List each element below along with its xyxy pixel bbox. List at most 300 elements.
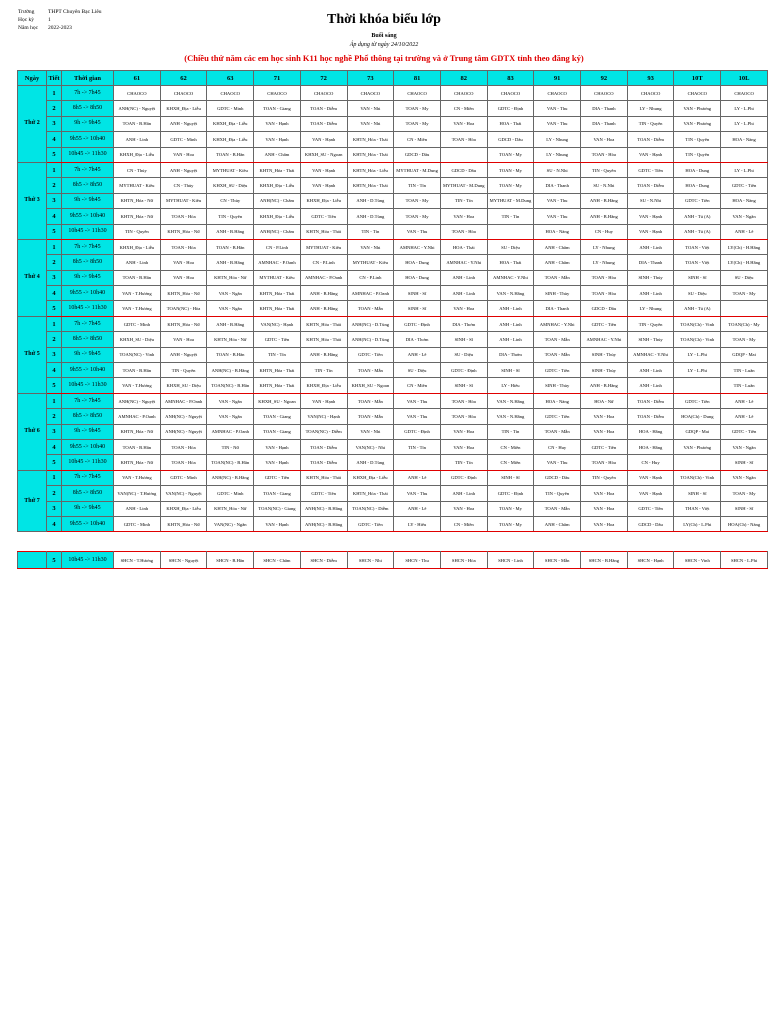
lesson-cell: GDTC - Tiền [721, 178, 768, 193]
lesson-cell: ANH - Lê [721, 409, 768, 424]
lesson-cell: TOAN - Hòa [581, 147, 628, 162]
lesson-cell: MYTHUAT - Kiều [160, 193, 207, 208]
lesson-cell: TOAN(NC) - B.Hân [207, 455, 254, 470]
period-number: 3 [47, 424, 62, 439]
lesson-cell: TOAN - Mẫn [534, 501, 581, 516]
lesson-cell: CN - Miền [487, 455, 534, 470]
lesson-cell: KHTN_Hóa - Thái [254, 162, 301, 177]
period-number: 4 [47, 286, 62, 301]
period-number: 3 [47, 193, 62, 208]
table-row [18, 147, 768, 162]
lesson-cell: TIN - Tín [440, 193, 487, 208]
lesson-cell: GDTC - Tiền [300, 486, 347, 501]
lesson-cell: VAN - N.Hằng [487, 286, 534, 301]
lesson-cell: DIA - Thanh [534, 178, 581, 193]
table-row [18, 470, 768, 485]
lesson-cell: MYTHUAT - Kiều [347, 255, 394, 270]
lesson-cell: TIN - Quyên [160, 363, 207, 378]
lesson-cell: TOAN - Hòa [160, 239, 207, 254]
table-row [18, 424, 768, 439]
lesson-cell: TIN - Tín [487, 209, 534, 224]
lesson-cell: KHTN_Hóa - Thái [254, 301, 301, 316]
lesson-cell: KHTN_Hóa - Thái [347, 147, 394, 162]
table-row [18, 301, 768, 316]
period-time: 9h55 -> 10h40 [62, 516, 114, 531]
lesson-cell: CN - P.Linh [300, 255, 347, 270]
lesson-cell: MYTHUAT - Kiều [254, 270, 301, 285]
column-header: 61 [114, 71, 161, 86]
timetable [17, 70, 768, 532]
lesson-cell: AMNHAC - P.Oanh [114, 409, 161, 424]
lesson-cell: GDCD - Dâu [627, 516, 674, 531]
lesson-cell: AMNHAC - Y.Nhi [394, 239, 441, 254]
lesson-cell: TOAN(NC) - B.Hân [207, 378, 254, 393]
lesson-cell: TOAN - Diễm [300, 455, 347, 470]
homeroom-row [18, 552, 768, 569]
period-time: 9h -> 9h45 [62, 424, 114, 439]
lesson-cell: GDTC - Định [394, 424, 441, 439]
lesson-cell: GDTC - Tiền [254, 470, 301, 485]
lesson-cell: TOAN(NC) - Diễm [347, 501, 394, 516]
lesson-cell: TOAN - Mẫn [534, 332, 581, 347]
lesson-cell: VAN - Nhi [347, 116, 394, 131]
session-label: Buổi sáng [371, 33, 397, 39]
lesson-cell: AMNHAC - P.Oanh [300, 270, 347, 285]
lesson-cell: VAN - Hoa [440, 501, 487, 516]
lesson-cell: GDTC - Minh [114, 316, 161, 331]
lesson-cell: ANH - B.Hằng [207, 224, 254, 239]
lesson-cell: CN - Thủy [160, 178, 207, 193]
lesson-cell: ANH(NC) - Nguyệt [160, 424, 207, 439]
lesson-cell: TOAN - My [394, 209, 441, 224]
period-time: 9h55 -> 10h40 [62, 209, 114, 224]
lesson-cell: TIN - Quyên [674, 132, 721, 147]
lesson-cell: TOAN - My [487, 162, 534, 177]
period-number: 1 [47, 393, 62, 408]
lesson-cell: KHTN_Hóa - Nữ [114, 193, 161, 208]
column-header: 63 [207, 71, 254, 86]
lesson-cell: SHCN - T.Hương [114, 552, 161, 569]
lesson-cell: LY - L.Phi [674, 363, 721, 378]
lesson-cell: GDTC - Tiền [254, 332, 301, 347]
lesson-cell: SINH - Thủy [627, 270, 674, 285]
column-header: 92 [581, 71, 628, 86]
lesson-cell: DIA - Thanh [534, 301, 581, 316]
table-row [18, 255, 768, 270]
lesson-cell: TOAN - Hòa [440, 132, 487, 147]
period-time: 7h -> 7h45 [62, 393, 114, 408]
lesson-cell: MYTHUAT - Kiều [207, 162, 254, 177]
lesson-cell: KHXH_Địa - Liễu [347, 470, 394, 485]
lesson-cell: ANH - Linh [627, 239, 674, 254]
lesson-cell: VAN - Ngân [207, 286, 254, 301]
table-row [18, 455, 768, 470]
lesson-cell: ANH(NC) - D.Tùng [347, 316, 394, 331]
lesson-cell: VAN(NC) - Nguyệt [160, 486, 207, 501]
lesson-cell: SHCN - Vinh [674, 552, 721, 569]
lesson-cell: VAN - Hoa [160, 147, 207, 162]
lesson-cell: TIN - Luân [721, 378, 768, 393]
column-header: 82 [440, 71, 487, 86]
lesson-cell: ANH - B.Hằng [300, 286, 347, 301]
table-row [18, 239, 768, 254]
lesson-cell: TIN - Tín [487, 424, 534, 439]
lesson-cell: KHXH_Địa - Liễu [160, 101, 207, 116]
lesson-cell: ANH - Nguyệt [160, 116, 207, 131]
lesson-cell: TIN - Quyên [207, 209, 254, 224]
period-number: 2 [47, 101, 62, 116]
lesson-cell: TOAN - Hòa [440, 393, 487, 408]
lesson-cell: VAN - Ngân [721, 470, 768, 485]
table-row [18, 132, 768, 147]
lesson-cell: SINH - Sĩ [394, 286, 441, 301]
lesson-cell: LY - L.Phi [721, 162, 768, 177]
lesson-cell: LY - Nhung [627, 101, 674, 116]
lesson-cell: CHAOCO [254, 86, 301, 101]
lesson-cell: GDTC - Định [440, 363, 487, 378]
lesson-cell: CN - P.Linh [347, 270, 394, 285]
lesson-cell: SU - N.Nhi [581, 178, 628, 193]
period-time: 8h5 -> 8h50 [62, 101, 114, 116]
period-time: 7h -> 7h45 [62, 86, 114, 101]
period-time: 8h5 -> 8h50 [62, 409, 114, 424]
lesson-cell: ANH - Lê [721, 393, 768, 408]
lesson-cell: CN - Huy [581, 224, 628, 239]
column-header: 72 [300, 71, 347, 86]
lesson-cell: SINH - Sĩ [721, 501, 768, 516]
lesson-cell: TIN - Quyên [114, 224, 161, 239]
lesson-cell: VAN - Nhi [347, 424, 394, 439]
lesson-cell: ANH - Lê [394, 470, 441, 485]
lesson-cell: ANH - Lê [394, 501, 441, 516]
lesson-cell: KHTN_Hóa - Nữ [160, 286, 207, 301]
lesson-cell: ANH - B.Hằng [300, 347, 347, 362]
lesson-cell: VAN - Hoa [581, 516, 628, 531]
lesson-cell: GDTC - Tiền [347, 516, 394, 531]
lesson-cell: ANH - Châm [534, 239, 581, 254]
period-time: 7h -> 7h45 [62, 239, 114, 254]
lesson-cell: KHXH_Địa - Liễu [207, 132, 254, 147]
lesson-cell: TOAN - Hòa [160, 209, 207, 224]
lesson-cell: TOAN - Mẫn [347, 363, 394, 378]
lesson-cell: CHAOCO [534, 86, 581, 101]
lesson-cell: DIA - Thanh [627, 255, 674, 270]
lesson-cell [674, 455, 721, 470]
lesson-cell: HOA - Năng [534, 393, 581, 408]
lesson-cell: TOAN(NC) - Hòa [160, 301, 207, 316]
period-number: 4 [47, 439, 62, 454]
lesson-cell: TOAN - Diễm [627, 178, 674, 193]
period-time: 8h5 -> 8h50 [62, 332, 114, 347]
period-number: 2 [47, 255, 62, 270]
lesson-cell: KHTN_Hóa - Thái [254, 378, 301, 393]
lesson-cell: KHTN_Hóa - Nữ [207, 270, 254, 285]
table-row [18, 178, 768, 193]
lesson-cell: KHTN_Hóa - Nữ [160, 516, 207, 531]
lesson-cell [721, 301, 768, 316]
lesson-cell: VAN - Hạnh [627, 209, 674, 224]
lesson-cell: SINH - Thủy [534, 286, 581, 301]
lesson-cell: TOAN - Diễm [627, 393, 674, 408]
lesson-cell: MYTHUAT - M.Dung [394, 162, 441, 177]
lesson-cell: ANH(NC) - Châm [254, 193, 301, 208]
lesson-cell: VAN - T.Hương [114, 378, 161, 393]
lesson-cell: VAN - Hạnh [254, 132, 301, 147]
table-row [18, 316, 768, 331]
lesson-cell: TOAN - Mẫn [534, 424, 581, 439]
lesson-cell: ANH(NC) - Nguyệt [114, 101, 161, 116]
lesson-cell: VAN - Thu [534, 193, 581, 208]
lesson-cell: HOA - Năng [721, 193, 768, 208]
table-row [18, 286, 768, 301]
lesson-cell: LY - L.Phi [721, 116, 768, 131]
lesson-cell: TOAN(NC) - Vinh [114, 347, 161, 362]
lesson-cell: TOAN - Giang [254, 486, 301, 501]
lesson-cell: VAN - T.Hương [114, 470, 161, 485]
lesson-cell: TOAN - Giang [254, 409, 301, 424]
lesson-cell: TOAN(Ch) - Vinh [674, 470, 721, 485]
lesson-cell: AMNHAC - Y.Nhi [627, 347, 674, 362]
period-number: 5 [47, 552, 62, 569]
column-header: 10L [721, 71, 768, 86]
day-label: Thứ 6 [18, 393, 47, 470]
lesson-cell: TIN - Quyên [627, 116, 674, 131]
lesson-cell: TIN - Tín [300, 363, 347, 378]
lesson-cell: KHXH_SU - Diệu [114, 332, 161, 347]
lesson-cell: TOAN - Hòa [440, 409, 487, 424]
lesson-cell: ANH - Linh [487, 332, 534, 347]
lesson-cell: LY - Nhung [534, 147, 581, 162]
lesson-cell: LY - Hiếu [394, 516, 441, 531]
lesson-cell: KHTN_Hóa - Thái [254, 286, 301, 301]
lesson-cell: SINH - Sĩ [487, 363, 534, 378]
period-number: 1 [47, 316, 62, 331]
period-number: 3 [47, 116, 62, 131]
period-number: 3 [47, 501, 62, 516]
lesson-cell: CN - Miền [440, 101, 487, 116]
lesson-cell: TOAN - Hòa [581, 286, 628, 301]
lesson-cell: KHXH_Địa - Liễu [300, 378, 347, 393]
period-time: 9h -> 9h45 [62, 116, 114, 131]
lesson-cell: HOA - Dung [394, 255, 441, 270]
lesson-cell: VAN - Hạnh [254, 116, 301, 131]
lesson-cell: VAN - Thu [394, 486, 441, 501]
day-label: Thứ 2 [18, 86, 47, 163]
lesson-cell: ANH - Linh [627, 378, 674, 393]
lesson-cell: TIN - Tín [254, 347, 301, 362]
lesson-cell: ANH - B.Hằng [207, 255, 254, 270]
lesson-cell: VAN - Ngân [207, 393, 254, 408]
period-time: 7h -> 7h45 [62, 162, 114, 177]
lesson-cell: TOAN - Diễm [300, 101, 347, 116]
lesson-cell: KHTN_Hóa - Nữ [207, 332, 254, 347]
lesson-cell: VAN - Hạnh [254, 439, 301, 454]
lesson-cell: VAN(NC) - Hạnh [300, 409, 347, 424]
period-number: 5 [47, 378, 62, 393]
lesson-cell: ANH - Linh [114, 255, 161, 270]
lesson-cell: ANH - Linh [627, 286, 674, 301]
lesson-cell: VAN - Hạnh [627, 147, 674, 162]
lesson-cell: SHCN - B.Hân [207, 552, 254, 569]
lesson-cell: ANH - Tú (A) [674, 301, 721, 316]
lesson-cell: KHXH_Địa - Liễu [160, 501, 207, 516]
lesson-cell: TOAN - My [487, 516, 534, 531]
lesson-cell: VAN - Hoa [581, 501, 628, 516]
lesson-cell: HOA - Năng [721, 132, 768, 147]
table-row [18, 516, 768, 531]
lesson-cell: KHTN_Hóa - Nữ [114, 424, 161, 439]
page-title: Thời khóa biểu lớp [327, 12, 441, 27]
period-time: 9h -> 9h45 [62, 501, 114, 516]
lesson-cell: CHAOCO [581, 86, 628, 101]
lesson-cell: VAN - Hạnh [627, 486, 674, 501]
lesson-cell: ANH - Tú (A) [674, 224, 721, 239]
homeroom-table [17, 551, 768, 569]
lesson-cell: VAN - Hạnh [254, 455, 301, 470]
period-time: 10h45 -> 11h30 [62, 147, 114, 162]
lesson-cell: VAN - Hoa [581, 409, 628, 424]
lesson-cell: HOA - Dung [674, 178, 721, 193]
lesson-cell: KHTN_Hóa - Nữ [207, 501, 254, 516]
period-time: 9h -> 9h45 [62, 347, 114, 362]
lesson-cell: CHAOCO [114, 86, 161, 101]
period-number: 3 [47, 347, 62, 362]
lesson-cell: SINH - Sĩ [394, 301, 441, 316]
lesson-cell: VAN - Phương [674, 101, 721, 116]
lesson-cell: KHXH_Địa - Liễu [207, 116, 254, 131]
lesson-cell: LY - Nhung [627, 301, 674, 316]
day-label: Thứ 4 [18, 239, 47, 316]
lesson-cell: VAN - Hoa [440, 209, 487, 224]
lesson-cell: ANH - Lê [721, 224, 768, 239]
lesson-cell: VAN(NC) - Hạnh [254, 316, 301, 331]
lesson-cell: LY(Ch) - L.Phi [674, 516, 721, 531]
period-number: 1 [47, 239, 62, 254]
lesson-cell: VAN - Hoa [440, 439, 487, 454]
lesson-cell: GDTC - Tiền [674, 393, 721, 408]
lesson-cell: GDCD - Dâu [487, 132, 534, 147]
lesson-cell: GDCD - Dâu [581, 301, 628, 316]
lesson-cell: VAN - Hoa [160, 332, 207, 347]
lesson-cell: CHAOCO [207, 86, 254, 101]
lesson-cell: CHAOCO [487, 86, 534, 101]
period-number: 3 [47, 270, 62, 285]
column-header: 93 [627, 71, 674, 86]
lesson-cell: GDQP - Mai [721, 347, 768, 362]
lesson-cell: TOAN - Việt [674, 239, 721, 254]
lesson-cell: AMNHAC - Y.Nhi [440, 255, 487, 270]
lesson-cell: SU - Diệu [394, 363, 441, 378]
day-label: Thứ 3 [18, 162, 47, 239]
table-row [18, 270, 768, 285]
lesson-cell: VAN - Phương [674, 439, 721, 454]
lesson-cell: HOA - Hằng [627, 424, 674, 439]
lesson-cell: SINH - Sĩ [440, 378, 487, 393]
lesson-cell: CHAOCO [347, 86, 394, 101]
lesson-cell: KHXH_Địa - Liễu [300, 193, 347, 208]
lesson-cell: ANH(NC) - Châm [254, 224, 301, 239]
lesson-cell: TIN - Tín [394, 439, 441, 454]
lesson-cell: GDTC - Tiền [721, 424, 768, 439]
lesson-cell: VAN - N.Hằng [487, 409, 534, 424]
lesson-cell: TOAN - B.Hân [114, 270, 161, 285]
lesson-cell: TOAN - Mẫn [347, 301, 394, 316]
lesson-cell: SINH - Thủy [581, 363, 628, 378]
lesson-cell: AMNHAC - Y.Nhi [581, 332, 628, 347]
lesson-cell: ANH(NC) - B.Hằng [207, 470, 254, 485]
lesson-cell: TOAN - My [721, 286, 768, 301]
period-time: 7h -> 7h45 [62, 470, 114, 485]
lesson-cell: GDTC - Định [394, 316, 441, 331]
lesson-cell: ANH - Linh [440, 486, 487, 501]
lesson-cell: VAN - Hoa [160, 255, 207, 270]
day-label: Thứ 5 [18, 316, 47, 393]
lesson-cell: KHTN_Hóa - Thái [300, 470, 347, 485]
timetable-header [18, 71, 768, 86]
lesson-cell: GDTC - Minh [160, 132, 207, 147]
lesson-cell: KHTN_Hóa - Thái [300, 332, 347, 347]
lesson-cell: KHXH_SU - Diệu [207, 178, 254, 193]
lesson-cell: HOA - Hằng [627, 439, 674, 454]
lesson-cell: ANH - B.Hằng [300, 301, 347, 316]
lesson-cell: ANH - Linh [114, 132, 161, 147]
lesson-cell: ANH - Linh [440, 286, 487, 301]
lesson-cell: CN - Thủy [207, 193, 254, 208]
lesson-cell: GDCD - Dâu [394, 147, 441, 162]
lesson-cell: KHXH_Địa - Liễu [114, 147, 161, 162]
lesson-cell: MYTHUAT - Kiều [300, 239, 347, 254]
period-time: 9h -> 9h45 [62, 270, 114, 285]
lesson-cell: TOAN - My [721, 332, 768, 347]
lesson-cell: SHCN - Hòa [440, 552, 487, 569]
period-number: 5 [47, 224, 62, 239]
lesson-cell: VAN(NC) - T.Hương [114, 486, 161, 501]
lesson-cell: VAN - Nhi [347, 239, 394, 254]
lesson-cell: TIN - Tín [440, 455, 487, 470]
lesson-cell: VAN - Thu [534, 455, 581, 470]
lesson-cell [487, 224, 534, 239]
lesson-cell: TOAN(NC) - Diễm [300, 424, 347, 439]
lesson-cell: VAN(NC) - Ngân [207, 516, 254, 531]
lesson-cell: TOAN - B.Hân [207, 347, 254, 362]
lesson-cell: VAN - Hạnh [300, 393, 347, 408]
lesson-cell: SINH - Thủy [534, 378, 581, 393]
lesson-cell: SU - Diệu [674, 286, 721, 301]
lesson-cell: GDTC - Tiền [627, 501, 674, 516]
table-row [18, 162, 768, 177]
period-time: 9h55 -> 10h40 [62, 363, 114, 378]
lesson-cell: ANH - Châm [534, 516, 581, 531]
lesson-cell: DIA - Thanh [581, 101, 628, 116]
lesson-cell: VAN - Nhi [347, 101, 394, 116]
period-time: 9h55 -> 10h40 [62, 439, 114, 454]
lesson-cell: VAN - Phương [674, 116, 721, 131]
lesson-cell: HOA - Thái [487, 116, 534, 131]
period-number: 4 [47, 132, 62, 147]
lesson-cell: TIN - Quyên [581, 162, 628, 177]
lesson-cell: VAN - Hạnh [300, 178, 347, 193]
year-value: 2022-2023 [48, 25, 72, 31]
lesson-cell: ANH(NC) - Nguyệt [160, 409, 207, 424]
table-row [18, 101, 768, 116]
lesson-cell: GDCD - Dâu [534, 470, 581, 485]
period-number: 4 [47, 363, 62, 378]
lesson-cell: VAN - Hạnh [254, 516, 301, 531]
lesson-cell: KHTN_Hóa - Thái [254, 363, 301, 378]
lesson-cell: ANH - Linh [487, 316, 534, 331]
lesson-cell: LY - Nhung [534, 132, 581, 147]
lesson-cell: TOAN - Việt [674, 255, 721, 270]
